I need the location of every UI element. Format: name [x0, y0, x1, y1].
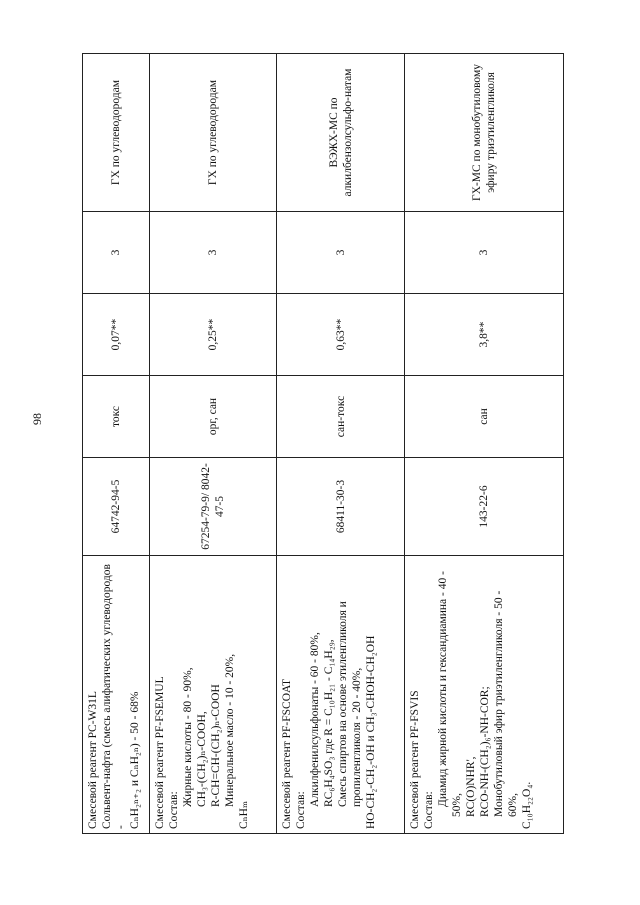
hazard-level: 3 [277, 212, 404, 294]
table-row [149, 54, 276, 834]
cas-number: 143-22-6 [404, 458, 563, 556]
analysis-method: ВЭЖХ-МС по алкилбензолсульфо-натам [277, 54, 404, 212]
hazard-level: 3 [404, 212, 563, 294]
table-row [404, 54, 563, 834]
cas-number: 64742-94-5 [83, 458, 150, 556]
rotated-table-container [82, 54, 564, 834]
cas-number: 67254-79-9/ 8042-47-5 [149, 458, 276, 556]
hazard-level: 3 [83, 212, 150, 294]
limit-value: 0,07** [83, 294, 150, 376]
hazard-class: сан-токс [277, 376, 404, 458]
hazard-level: 3 [149, 212, 276, 294]
table-row [83, 54, 150, 834]
table-row [277, 54, 404, 834]
substances-table [82, 53, 564, 834]
limit-value: 0,25** [149, 294, 276, 376]
limit-value: 0,63** [277, 294, 404, 376]
hazard-class: орг, сан [149, 376, 276, 458]
limit-value: 3,8** [404, 294, 563, 376]
hazard-class: токс [83, 376, 150, 458]
analysis-method: ГХ по углеводородам [149, 54, 276, 212]
substance-description: Смесевой реагент PF-FSVIS Состав: Диамид жирной кислоты и гександиамина - 40 - 50%, RC(O)NHR', RCO-NH-(CH₂)₆-NH-COR; Монобутиловый эфир триэтиленгликоля - 50 - 60%, C₁₀H₂₂O₄. [404, 556, 563, 834]
page-number: 98 [30, 413, 44, 425]
substance-description: Смесевой реагент PF-FSEMUL Состав: Жирные кислоты - 80 - 90%, CH₃-(CH₂)ₙ-COOH, R-CH=CH-(CH₂)ₙ-COOH Минеральное масло - 10 - 20%, CₙHₘ [149, 556, 276, 834]
cas-number: 68411-30-3 [277, 458, 404, 556]
substance-description: Смесевой реагент PF-FSCOAT Состав: Алкилфенилсульфонаты - 60 - 80%, RC₆H₄SO₃ где R = C₁₀H₂₁ - C₁₄H₂₉, Смесь спиртов на основе этиленгликоля и пропиленгликоля - 20 - 40%, HO-CH₂-CH₂-OH и CH₃-CHOH-CH₂OH [277, 556, 404, 834]
analysis-method: ГХ-МС по монобутиловому эфиру триэтиленгликоля [404, 54, 563, 212]
hazard-class: сан [404, 376, 563, 458]
analysis-method: ГХ по углеводородам [83, 54, 150, 212]
substance-description: Смесевой реагент PC-W31L Сольвент-нафта (смесь алифатических углеводородов - CₙH₂ₙ₊₂ и CₙH₂ₙ) - 50 - 68% [83, 556, 150, 834]
